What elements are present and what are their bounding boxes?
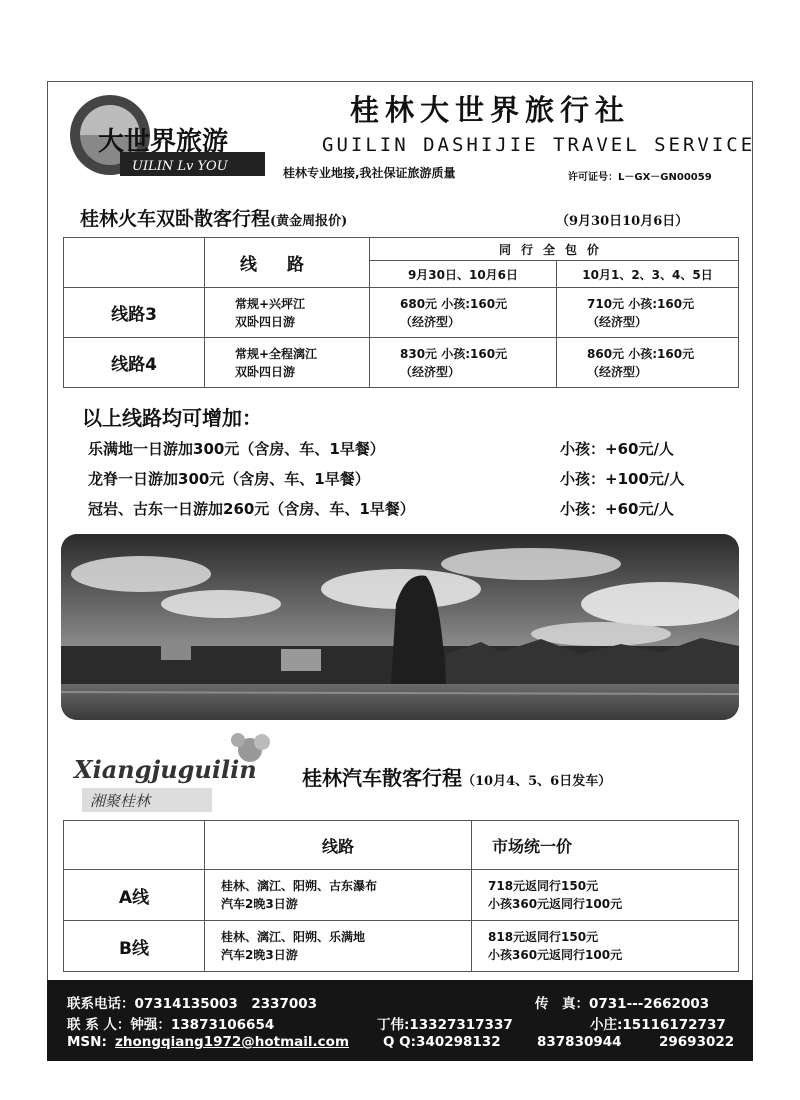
row-name: 线路4 [64,338,205,388]
msn-email-link[interactable]: zhongqiang1972@hotmail.com [115,1034,350,1050]
logo-text: 大世界旅游 [98,127,229,157]
addon-item: 冠岩、古东一日游加260元（含房、车、1早餐） [88,500,415,518]
row-price2: 710元 小孩:160元 （经济型） [557,288,739,338]
company-title-en: GUILIN DASHIJIE TRAVEL SERVICE [322,134,756,156]
logo2-subtext: 湘聚桂林 [90,792,151,810]
contact-ding: 丁伟:13327317337 [377,1017,513,1033]
train-price-table [63,237,739,388]
row-price1: 680元 小孩:160元 （经济型） [370,288,557,338]
row-route: 常规+兴坪江 双卧四日游 [205,288,370,338]
header-date2: 10月1、2、3、4、5日 [557,261,739,288]
addon-item: 乐满地一日游加300元（含房、车、1早餐） [88,440,385,458]
logo2-text: Xiangjuguilin [74,755,257,784]
train-section-title: 桂林火车双卧散客行程(黄金周报价) [80,208,348,230]
phone: 联系电话：07314135003 2337003 [67,996,318,1012]
train-section-dates: （9月30日10月6日） [556,214,689,229]
license-number: 许可证号：L－GX－GN00059 [568,172,712,183]
contact-person: 联 系 人：钟强：13873106654 [67,1017,275,1033]
table-corner [64,238,205,288]
qq2: 837830944 [537,1034,622,1050]
row-route: 桂林、漓江、阳朔、古东瀑布 汽车2晚3日游 [205,870,472,921]
table-row [64,338,739,388]
header-price: 同行全包价 [370,238,739,261]
row-name: 线路3 [64,288,205,338]
header-route: 线路 [205,821,472,870]
company-title-cn: 桂林大世界旅行社 [350,93,631,127]
row-route: 常规+全程漓江 双卧四日游 [205,338,370,388]
header-route: 线路 [205,238,370,288]
bus-price-table [63,820,739,972]
contact-zhuang: 小庄:15116172737 [590,1017,726,1033]
header-price: 市场统一价 [472,821,739,870]
row-price: 818元返同行150元 小孩360元返同行100元 [472,921,739,972]
fax: 传 真：0731---2662003 [535,996,710,1012]
addon-title: 以上线路均可增加： [82,406,262,430]
landscape-photo [61,534,739,720]
addon-child-price: 小孩：+100元/人 [560,470,685,488]
contact-footer [47,980,753,1061]
bus-section-title: 桂林汽车散客行程（10月4、5、6日发车） [302,766,612,790]
row-price1: 830元 小孩:160元 （经济型） [370,338,557,388]
bus-title-note: （10月4、5、6日发车） [462,774,612,789]
table-row [64,921,739,972]
msn-label: MSN: [67,1034,107,1050]
addon-child-price: 小孩：+60元/人 [560,500,674,518]
company-logo [60,90,265,185]
row-name: A线 [64,870,205,921]
table-row [64,288,739,338]
qq: Q Q:340298132 [383,1034,501,1050]
row-route: 桂林、漓江、阳朔、乐满地 汽车2晚3日游 [205,921,472,972]
qq3: 29693022 [659,1034,735,1050]
xiangjuguilin-logo [70,728,290,818]
addon-child-price: 小孩：+60元/人 [560,440,674,458]
slogan: 桂林专业地接,我社保证旅游质量 [283,166,456,180]
row-price2: 860元 小孩:160元 （经济型） [557,338,739,388]
addon-item: 龙脊一日游加300元（含房、车、1早餐） [88,470,370,488]
table-corner [64,821,205,870]
row-price: 718元返同行150元 小孩360元返同行100元 [472,870,739,921]
table-row [64,870,739,921]
train-title-note: (黄金周报价) [270,214,348,229]
header-date1: 9月30日、10月6日 [370,261,557,288]
row-name: B线 [64,921,205,972]
logo-subtext: UILIN Lv YOU [132,159,228,174]
